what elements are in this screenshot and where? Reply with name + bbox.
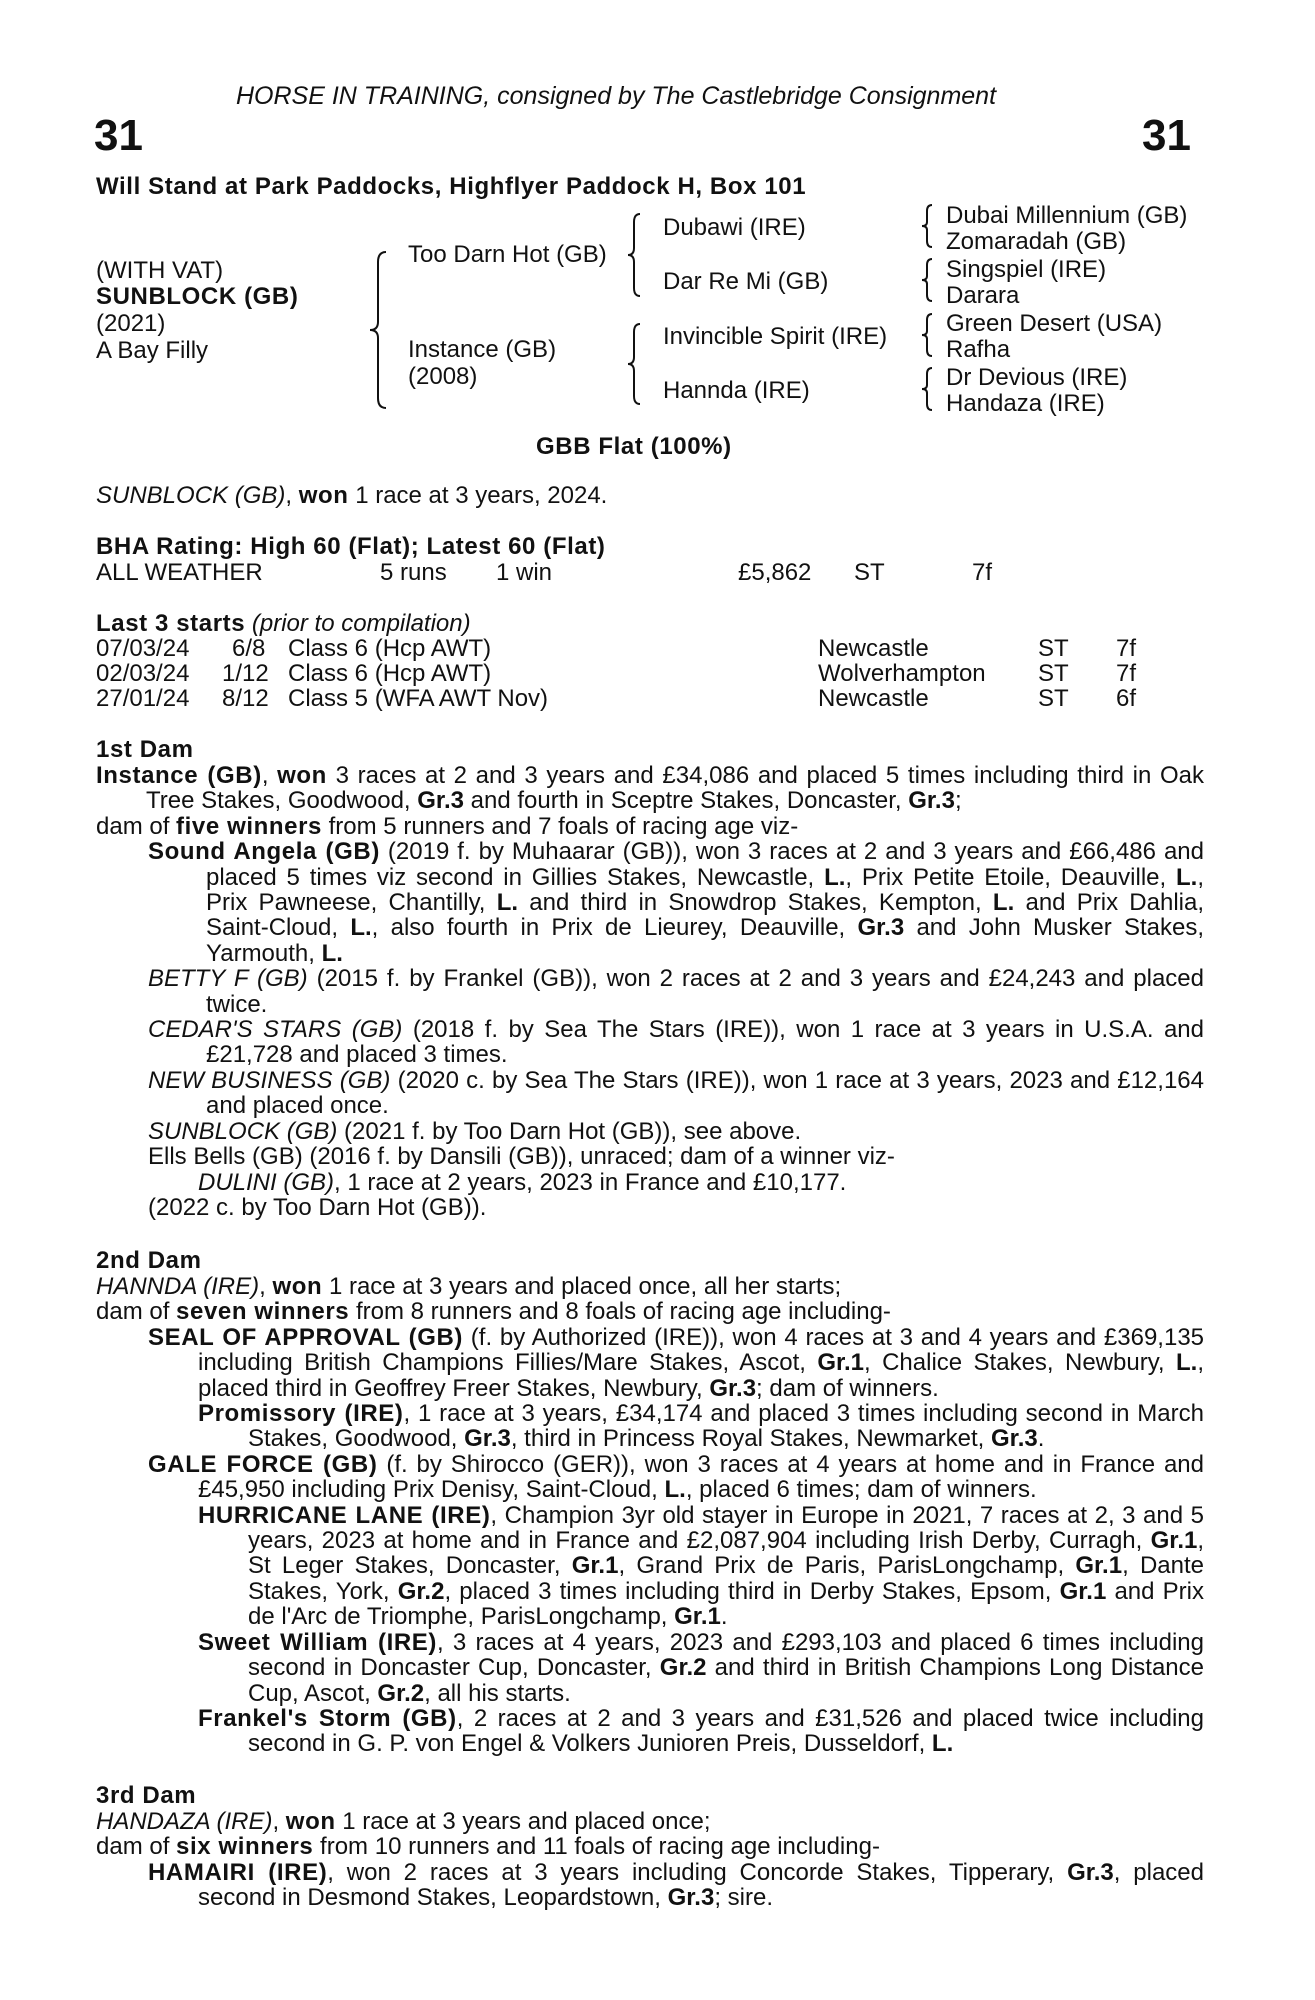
start-position: 6/8	[232, 635, 266, 662]
pedigree-ggp-7: Dr Devious (IRE)	[946, 364, 1128, 391]
produce-name: NEW BUSINESS (GB)	[148, 1066, 391, 1094]
start-date: 02/03/24	[96, 660, 190, 687]
race-summary: SUNBLOCK (GB), won 1 race at 3 years, 2024.	[96, 482, 608, 509]
start-race: Class 5 (WFA AWT Nov)	[288, 685, 549, 712]
first-dam-heading: 1st Dam	[96, 736, 194, 763]
text-span: (2022 c. by Too Darn Hot (GB)).	[148, 1193, 487, 1221]
produce-gale-force	[148, 1452, 1204, 1503]
sire-dam-brace	[368, 250, 388, 410]
pedigree-ggp-4: Darara	[946, 282, 1020, 309]
horse-name: SUNBLOCK (GB)	[96, 283, 299, 310]
listed-label: L.	[350, 914, 372, 942]
grade-label: Gr.1	[1059, 1577, 1107, 1605]
text-span: dam of	[96, 1298, 170, 1326]
text-span: , St Leger Stakes, Doncaster,	[248, 1527, 1205, 1580]
text-span: , third in Princess Royal Stakes, Newmarket,	[510, 1425, 985, 1453]
bha-record-row	[96, 560, 1196, 586]
start-course: Newcastle	[818, 685, 929, 712]
text-span: (f. by Authorized (IRE)), won 4 races at 3 and 4 years and £369,135 including British Champions Fillies/Mare Stakes, Ascot,	[198, 1323, 1205, 1377]
text-span: from 8 runners and 8 foals of racing age including-	[355, 1298, 891, 1326]
first-dam-produce-summary	[96, 814, 1204, 839]
grade-label: Gr.1	[571, 1552, 619, 1580]
bha-surface: ALL WEATHER	[96, 559, 263, 586]
lot-number-left: 31	[94, 111, 143, 160]
pedigree-ggp-3: Singspiel (IRE)	[946, 256, 1107, 283]
produce-betty-f	[148, 966, 1204, 1017]
produce-name: Promissory (IRE)	[198, 1400, 404, 1428]
text-span: dam of	[96, 1833, 170, 1861]
produce-name: HURRICANE LANE (IRE)	[198, 1501, 491, 1529]
pedigree-ggp-2: Zomaradah (GB)	[946, 228, 1127, 255]
start-date: 27/01/24	[96, 685, 190, 712]
ggp-brace-1	[920, 203, 934, 249]
text-span: (2015 f. by Frankel (GB)), won 2 races at 2 and 3 years and £24,243 and placed twice.	[206, 965, 1205, 1018]
text-span: , all his starts.	[424, 1679, 571, 1707]
text-span: , 2 races at 2 and 3 years and £31,526 and placed twice including second in G. P. von Engel & Volkers Junioren Preis, Dusseldorf,	[248, 1704, 1204, 1758]
text-span: , placed 6 times; dam of winners.	[685, 1476, 1037, 1504]
text-span: 3 races at 2 and 3 years and £34,086 and placed 5 times including third in Oak Tree Stakes, Goodwood,	[146, 762, 1205, 815]
produce-sunblock	[148, 1119, 1204, 1144]
start-distance: 7f	[1116, 635, 1137, 662]
text-span: dam of	[96, 812, 170, 840]
text-span: and John Musker Stakes, Yarmouth,	[206, 914, 1205, 967]
lot-number-right: 31	[1142, 111, 1191, 160]
text-span: ;	[954, 787, 962, 815]
summary-text: 1 race at 3 years, 2024.	[355, 482, 608, 509]
produce-frankels-storm	[198, 1706, 1204, 1757]
summary-horse-name: SUNBLOCK (GB)	[96, 482, 286, 509]
grade-label: Gr.2	[377, 1679, 425, 1707]
text-span: (2019 f. by Muhaarar (GB)), won 3 races at 2 and 3 years and £66,486 and placed 5 times viz second in Gillies Stakes, Newcastle,	[206, 838, 1205, 891]
grade-label: Gr.3	[991, 1425, 1038, 1453]
listed-label: L.	[1176, 863, 1198, 891]
start-date: 07/03/24	[96, 635, 190, 662]
text-span: .	[720, 1603, 728, 1631]
listed-label: L.	[992, 889, 1015, 917]
pedigree-ggp-6: Rafha	[946, 336, 1011, 363]
second-dam-name: HANNDA (IRE)	[96, 1273, 260, 1300]
produce-name: SUNBLOCK (GB)	[148, 1117, 338, 1145]
text-span: , won 2 races at 3 years including Concorde Stakes, Tipperary,	[327, 1858, 1055, 1886]
text-span: (2018 f. by Sea The Stars (IRE)), won 1 race at 3 years in U.S.A. and £21,728 and placed 3 times.	[206, 1016, 1204, 1069]
grade-label: Gr.3	[417, 787, 464, 815]
winners-count: seven winners	[176, 1298, 350, 1326]
produce-hamairi	[148, 1860, 1204, 1911]
text-span: and fourth in Sceptre Stakes, Doncaster,	[470, 787, 902, 815]
text-span: , Prix Pawneese, Chantilly,	[206, 863, 1205, 917]
text-span: from 5 runners and 7 foals of racing age viz-	[328, 812, 799, 840]
ggp-brace-4	[920, 366, 934, 412]
eligibility: GBB Flat (100%)	[536, 433, 732, 460]
start-position: 8/12	[222, 685, 269, 712]
table-row	[96, 636, 1196, 662]
page-title: HORSE IN TRAINING, consigned by The Castlebridge Consignment	[236, 82, 997, 110]
produce-new-business	[148, 1068, 1204, 1119]
text-span: ; dam of winners.	[756, 1374, 939, 1402]
text-span: (f. by Shirocco (GER)), won 3 races at 4 years at home and in France and £45,950 including Prix Denisy, Saint-Cloud,	[198, 1450, 1204, 1504]
stall-location: Will Stand at Park Paddocks, Highflyer Paddock H, Box 101	[96, 173, 807, 200]
table-row	[96, 686, 1196, 712]
pedigree-ggp-1: Dubai Millennium (GB)	[946, 202, 1188, 229]
won-label: won	[272, 1273, 323, 1300]
horse-description: A Bay Filly	[96, 337, 209, 364]
text-span: , placed second in Desmond Stakes, Leopardstown,	[198, 1858, 1204, 1912]
second-dam-produce-summary	[96, 1299, 1204, 1324]
produce-hurricane-lane	[198, 1503, 1204, 1630]
produce-name: HAMAIRI (IRE)	[148, 1858, 328, 1886]
second-dam-section	[96, 1274, 1204, 1757]
grade-label: Gr.3	[857, 914, 905, 942]
text-span: 1 race at 3 years and placed once, all her starts;	[328, 1273, 842, 1300]
text-span: and Prix Dahlia, Saint-Cloud,	[206, 889, 1205, 942]
produce-name: Frankel's Storm (GB)	[198, 1704, 457, 1732]
text-span: Ells Bells (GB) (2016 f. by Dansili (GB)), unraced; dam of a winner viz-	[148, 1143, 895, 1171]
listed-label: L.	[664, 1476, 686, 1504]
pedigree-ggp-5: Green Desert (USA)	[946, 310, 1163, 337]
text-span: , placed 3 times including third in Derby Stakes, Epsom,	[444, 1577, 1052, 1605]
start-going: ST	[1038, 635, 1069, 662]
pedigree-sire: Too Darn Hot (GB)	[408, 241, 607, 268]
second-dam-intro: HANNDA (IRE), won 1 race at 3 years and placed once, all her starts;	[96, 1273, 842, 1300]
start-going: ST	[1038, 660, 1069, 687]
listed-label: L.	[824, 863, 846, 891]
grade-label: Gr.3	[667, 1884, 715, 1912]
last-starts-heading	[96, 611, 471, 637]
start-race: Class 6 (Hcp AWT)	[288, 635, 492, 662]
bha-runs: 5 runs	[380, 559, 447, 586]
vat-status: (WITH VAT)	[96, 257, 224, 284]
text-span: and Prix de l'Arc de Triomphe, ParisLongchamp,	[248, 1577, 1204, 1631]
text-span: , 1 race at 3 years, £34,174 and placed 3 times including second in March Stakes, Goodwood,	[248, 1400, 1204, 1453]
ggp-brace-2	[920, 257, 934, 303]
grade-label: Gr.2	[659, 1654, 707, 1682]
dam-parents-brace	[626, 322, 642, 406]
produce-2022-colt	[148, 1195, 1204, 1220]
winners-count: six winners	[176, 1833, 314, 1861]
start-going: ST	[1038, 685, 1069, 712]
start-position: 1/12	[222, 660, 269, 687]
third-dam-intro: HANDAZA (IRE), won 1 race at 3 years and placed once;	[96, 1808, 711, 1835]
bha-wins: 1 win	[496, 559, 553, 586]
bha-earnings: £5,862	[738, 559, 812, 586]
bha-distance: 7f	[972, 559, 993, 586]
text-span: , 1 race at 2 years, 2023 in France and £10,177.	[334, 1168, 847, 1196]
pedigree-dam-sire: Invincible Spirit (IRE)	[663, 323, 888, 350]
produce-cedars-stars	[148, 1017, 1204, 1068]
listed-label: L.	[496, 889, 519, 917]
produce-sound-angela	[148, 839, 1204, 966]
summary-won: won	[298, 482, 349, 509]
pedigree-sire-dam: Dar Re Mi (GB)	[663, 268, 829, 295]
table-row	[96, 661, 1196, 687]
text-span: , Champion 3yr old stayer in Europe in 2021, 7 races at 2, 3 and 5 years, 2023 at home and in France and £2,087,904 including Irish Derby, Curragh,	[248, 1501, 1204, 1555]
text-span: , Chalice Stakes, Newbury,	[864, 1349, 1165, 1377]
produce-name: DULINI (GB)	[198, 1168, 335, 1196]
text-span: , Dante Stakes, York,	[248, 1552, 1205, 1605]
last-starts-note: (prior to compilation)	[251, 610, 471, 637]
third-dam-produce-summary	[96, 1834, 1204, 1859]
listed-label: L.	[321, 939, 343, 967]
text-span: , placed third in Geoffrey Freer Stakes, Newbury,	[198, 1349, 1204, 1402]
text-span: , Prix Petite Etoile, Deauville,	[845, 863, 1167, 891]
second-dam-heading: 2nd Dam	[96, 1247, 202, 1274]
produce-name: GALE FORCE (GB)	[148, 1450, 378, 1478]
text-span: (2021 f. by Too Darn Hot (GB)), see above.	[344, 1117, 802, 1145]
text-span: and third in Snowdrop Stakes, Kempton,	[529, 889, 982, 917]
pedigree-sire-sire: Dubawi (IRE)	[663, 214, 806, 241]
grade-label: Gr.1	[1075, 1552, 1123, 1580]
pedigree-dam-year: (2008)	[408, 363, 478, 390]
text-span: from 10 runners and 11 foals of racing age including-	[320, 1833, 880, 1861]
first-dam-intro: Instance (GB), won 3 races at 2 and 3 years and £34,086 and placed 5 times including third in Oak Tree Stakes, Goodwood, Gr.3 and fourth in Sceptre Stakes, Doncaster, Gr.3;	[96, 762, 1205, 815]
text-span: , Grand Prix de Paris, ParisLongchamp,	[618, 1552, 1065, 1580]
produce-promissory	[198, 1401, 1204, 1452]
grade-label: Gr.3	[1067, 1858, 1114, 1886]
pedigree-dam-dam: Hannda (IRE)	[663, 377, 810, 404]
start-course: Wolverhampton	[818, 660, 986, 687]
third-dam-name: HANDAZA (IRE)	[96, 1808, 273, 1835]
grade-label: Gr.1	[1150, 1527, 1198, 1555]
listed-label: L.	[931, 1730, 954, 1758]
start-distance: 6f	[1116, 685, 1137, 712]
produce-seal-of-approval	[148, 1325, 1204, 1401]
produce-sweet-william	[198, 1630, 1204, 1706]
start-distance: 7f	[1116, 660, 1137, 687]
text-span: ; sire.	[714, 1884, 773, 1912]
won-label: won	[277, 762, 327, 789]
grade-label: Gr.1	[674, 1603, 721, 1631]
bha-rating: BHA Rating: High 60 (Flat); Latest 60 (Flat)	[96, 533, 606, 560]
grade-label: Gr.1	[817, 1349, 865, 1377]
grade-label: Gr.3	[464, 1425, 511, 1453]
produce-name: Sweet William (IRE)	[198, 1628, 437, 1656]
text-span: 1 race at 3 years and placed once;	[342, 1808, 711, 1835]
produce-name: SEAL OF APPROVAL (GB)	[148, 1323, 464, 1351]
listed-label: L.	[1175, 1349, 1198, 1377]
text-span: .	[1037, 1425, 1045, 1453]
produce-name: CEDAR'S STARS (GB)	[148, 1016, 403, 1044]
produce-name: BETTY F (GB)	[148, 965, 308, 993]
third-dam-section	[96, 1809, 1204, 1911]
third-dam-heading: 3rd Dam	[96, 1782, 197, 1809]
first-dam-section	[96, 763, 1204, 1220]
text-span: (2020 c. by Sea The Stars (IRE)), won 1 race at 3 years, 2023 and £12,164 and placed once.	[206, 1066, 1204, 1120]
horse-year: (2021)	[96, 310, 166, 337]
bha-going: ST	[854, 559, 885, 586]
produce-name: Sound Angela (GB)	[148, 838, 380, 866]
first-dam-name: Instance (GB)	[96, 762, 262, 789]
text-span: , also fourth in Prix de Lieurey, Deauville,	[371, 914, 846, 942]
start-race: Class 6 (Hcp AWT)	[288, 660, 492, 687]
produce-ells-bells	[148, 1144, 1204, 1169]
last-starts-title: Last 3 starts	[96, 610, 246, 637]
pedigree-dam: Instance (GB)	[408, 336, 557, 363]
grade-label: Gr.3	[908, 787, 955, 815]
sire-parents-brace	[626, 212, 642, 298]
ggp-brace-3	[920, 312, 934, 358]
start-course: Newcastle	[818, 635, 929, 662]
grade-label: Gr.3	[709, 1374, 757, 1402]
text-span: and third in British Champions Long Distance Cup, Ascot,	[248, 1654, 1204, 1707]
won-label: won	[285, 1808, 336, 1835]
grade-label: Gr.2	[397, 1577, 445, 1605]
text-span: , 3 races at 4 years, 2023 and £293,103 and placed 6 times including second in Doncaster Cup, Doncaster,	[248, 1628, 1204, 1682]
pedigree-ggp-8: Handaza (IRE)	[946, 390, 1105, 417]
winners-count: five winners	[176, 812, 322, 840]
produce-dulini	[148, 1170, 1204, 1195]
